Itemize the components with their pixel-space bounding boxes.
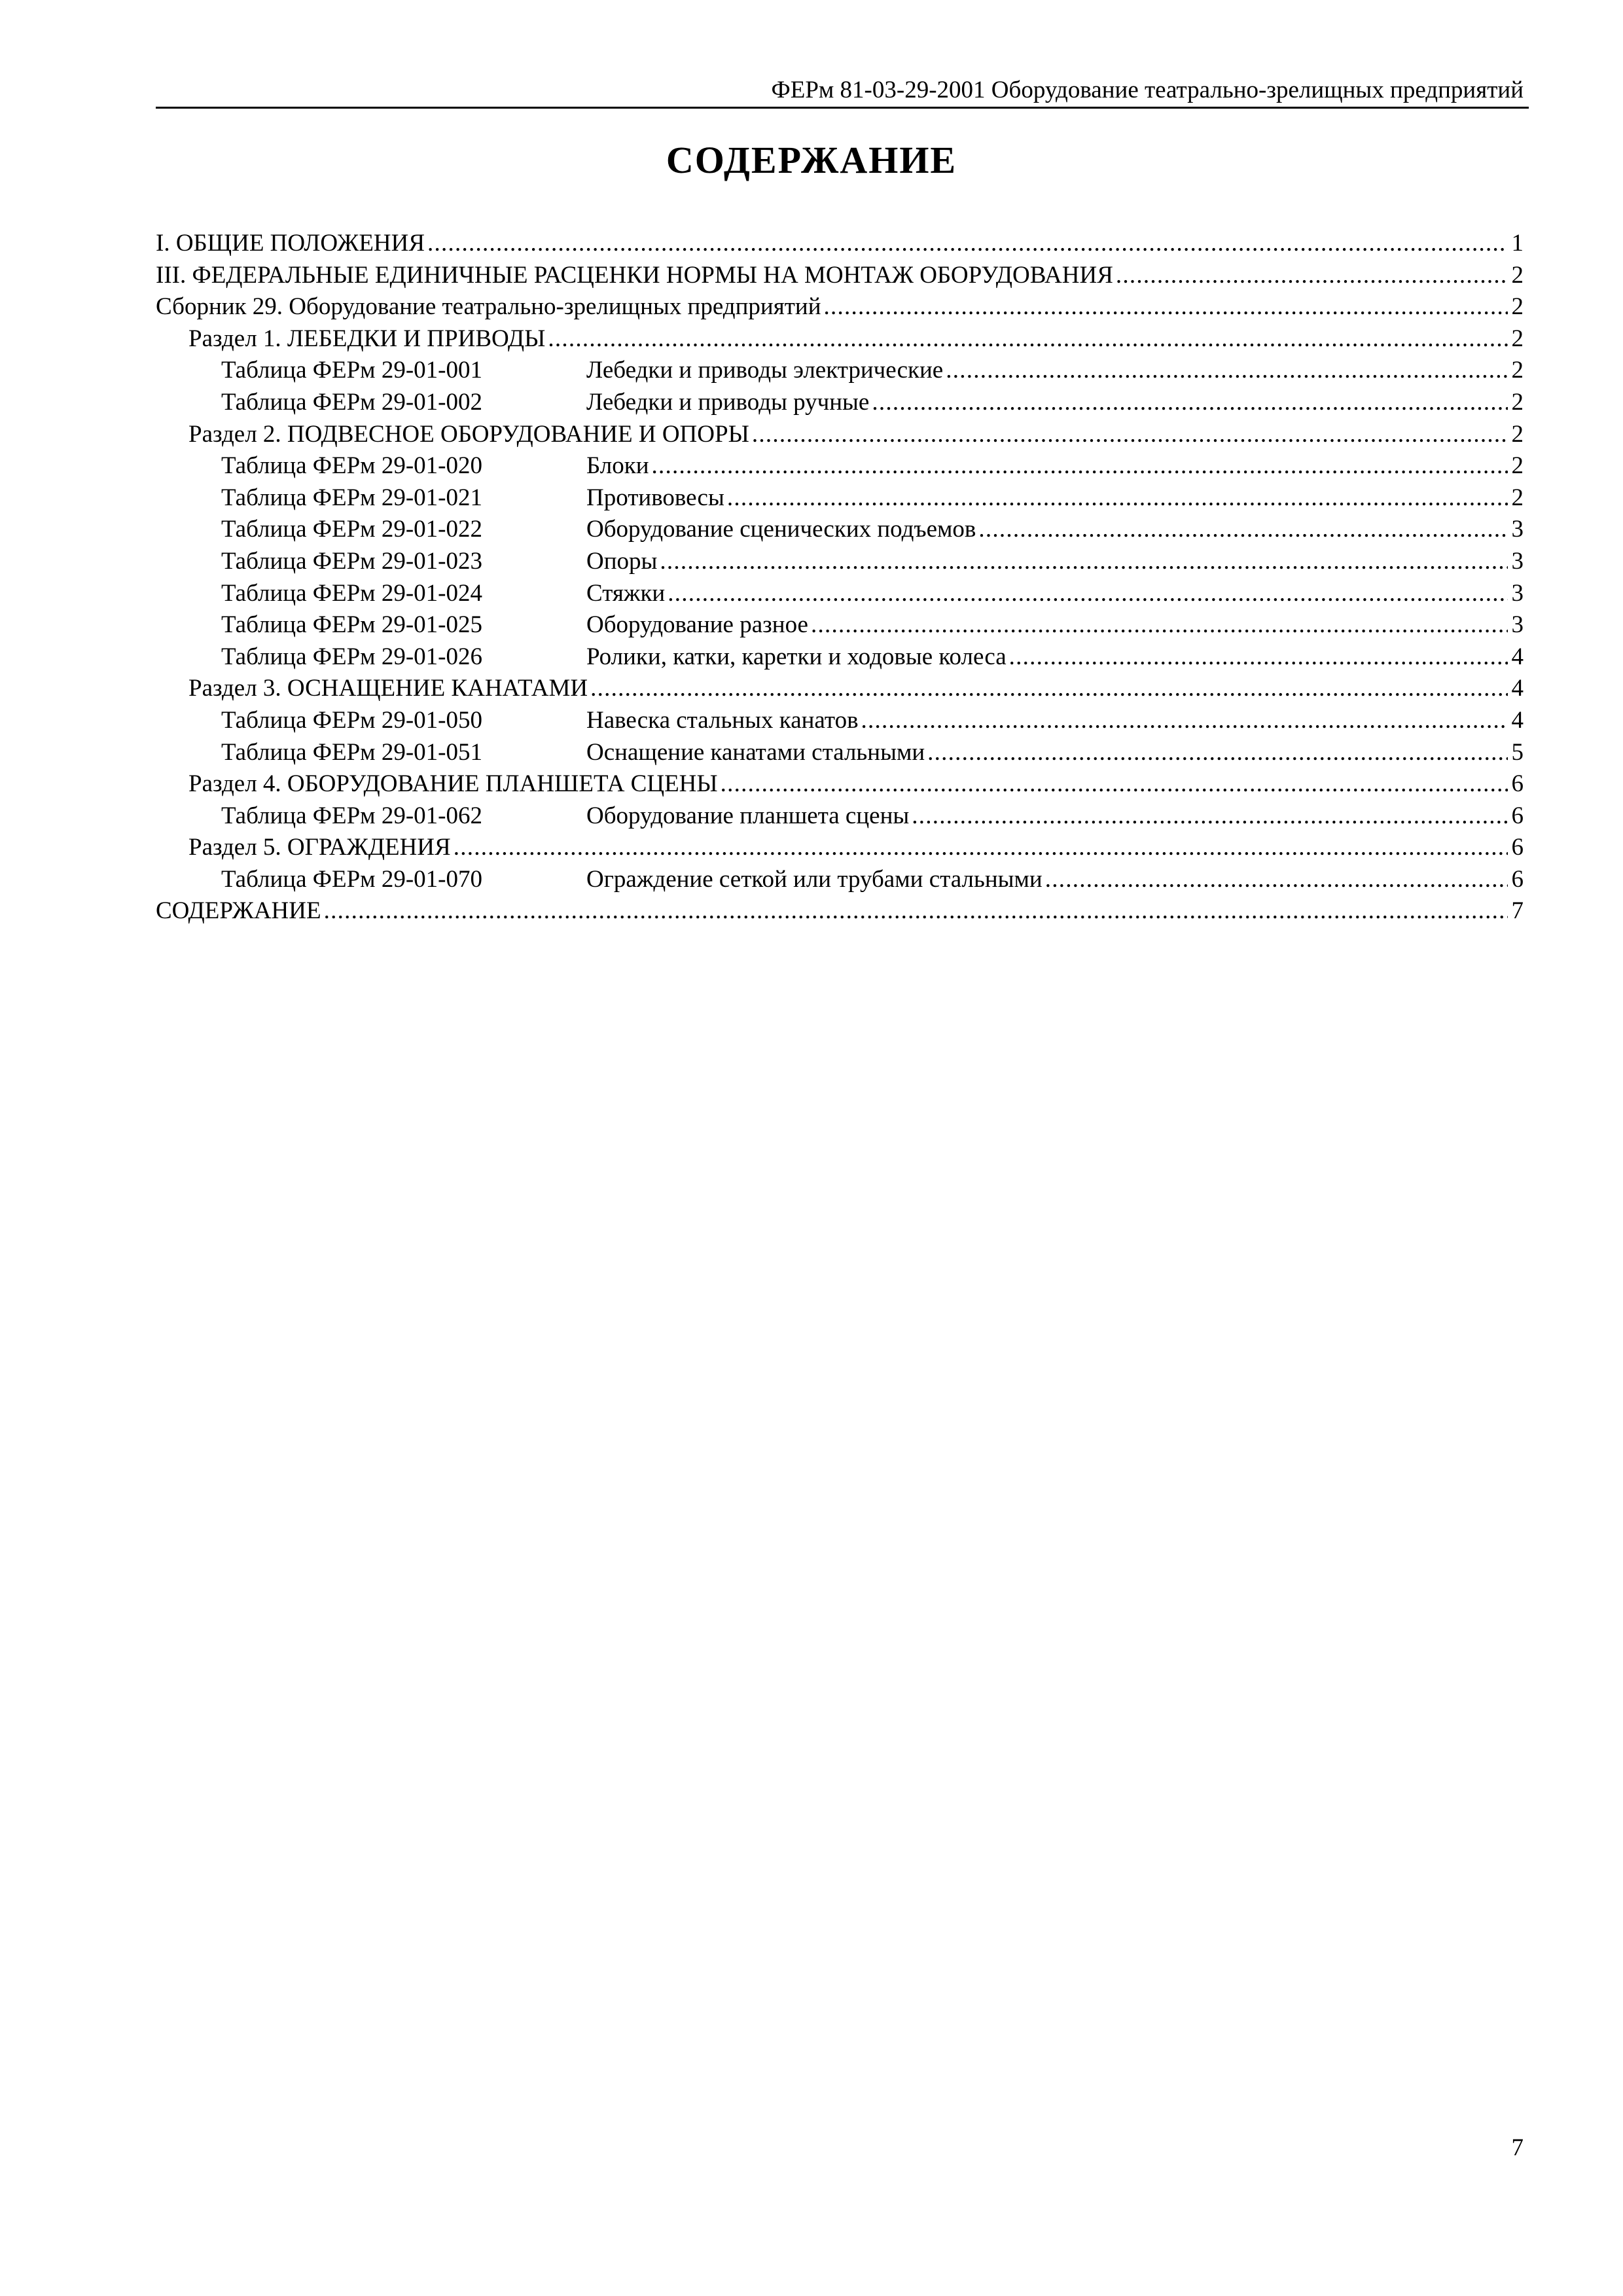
toc-entry-page: 4 bbox=[1511, 643, 1524, 670]
toc-leader-dots bbox=[824, 291, 1508, 323]
toc-entry-title: Оборудование разное bbox=[586, 611, 808, 639]
toc-leader-dots bbox=[427, 228, 1508, 259]
toc-entry[interactable] bbox=[156, 832, 1524, 864]
toc-entry-title: Ролики, катки, каретки и ходовые колеса bbox=[586, 643, 1007, 670]
toc-entry-page: 3 bbox=[1511, 611, 1524, 639]
toc-entry-page: 2 bbox=[1511, 452, 1524, 480]
toc-entry-title: Раздел 4. ОБОРУДОВАНИЕ ПЛАНШЕТА СЦЕНЫ bbox=[188, 770, 718, 798]
toc-entry-title: Оборудование сценических подъемов bbox=[586, 516, 976, 543]
toc-entry-title: Сборник 29. Оборудование театрально-зрелищных предприятий bbox=[156, 293, 821, 321]
toc-entry-page: 2 bbox=[1511, 420, 1524, 448]
page-number: 7 bbox=[1511, 2134, 1524, 2161]
toc-entry-page: 6 bbox=[1511, 834, 1524, 861]
toc-leader-dots bbox=[721, 768, 1508, 800]
toc-entry-title: СОДЕРЖАНИЕ bbox=[156, 897, 321, 925]
toc-leader-dots bbox=[752, 419, 1508, 450]
toc-leader-dots bbox=[811, 609, 1508, 641]
toc-entry-code: Таблица ФЕРм 29-01-025 bbox=[221, 611, 482, 639]
toc-leader-dots bbox=[946, 355, 1508, 386]
toc-leader-dots bbox=[912, 800, 1508, 832]
toc-entry-code: Таблица ФЕРм 29-01-002 bbox=[221, 388, 482, 416]
toc-entry[interactable] bbox=[156, 641, 1524, 673]
toc-entry-page: 2 bbox=[1511, 293, 1524, 321]
toc-entry-page: 1 bbox=[1511, 230, 1524, 257]
toc-entry-page: 2 bbox=[1511, 261, 1524, 289]
toc-entry[interactable] bbox=[156, 864, 1524, 896]
toc-entry-page: 6 bbox=[1511, 865, 1524, 893]
toc-leader-dots bbox=[548, 323, 1508, 355]
toc-leader-dots bbox=[1116, 260, 1508, 291]
toc-entry[interactable] bbox=[156, 895, 1524, 927]
toc-leader-dots bbox=[324, 895, 1508, 927]
toc-leader-dots bbox=[978, 514, 1508, 545]
toc-entry[interactable] bbox=[156, 800, 1524, 833]
toc-entry[interactable] bbox=[156, 450, 1524, 482]
toc-entry-code: Таблица ФЕРм 29-01-062 bbox=[221, 802, 482, 829]
toc-entry-title: Ограждение сеткой или трубами стальными bbox=[586, 865, 1043, 893]
toc-entry-title: Навеска стальных канатов bbox=[586, 706, 859, 734]
toc-leader-dots bbox=[660, 546, 1508, 577]
toc-leader-dots bbox=[727, 482, 1508, 514]
toc-entry-title: Опоры bbox=[586, 547, 658, 575]
toc-entry-title: Оборудование планшета сцены bbox=[586, 802, 910, 829]
toc-entry[interactable] bbox=[156, 546, 1524, 578]
toc-entry[interactable] bbox=[156, 323, 1524, 355]
toc-entry-page: 2 bbox=[1511, 325, 1524, 352]
toc-entry[interactable] bbox=[156, 228, 1524, 260]
toc-entry-title: III. ФЕДЕРАЛЬНЫЕ ЕДИНИЧНЫЕ РАСЦЕНКИ НОРМЫ НА МОНТАЖ ОБОРУДОВАНИЯ bbox=[156, 261, 1113, 289]
toc-entry-title: Раздел 5. ОГРАЖДЕНИЯ bbox=[188, 834, 451, 861]
toc-entry-page: 7 bbox=[1511, 897, 1524, 925]
toc-entry[interactable] bbox=[156, 387, 1524, 419]
toc-entry[interactable] bbox=[156, 673, 1524, 705]
table-of-contents bbox=[156, 228, 1524, 927]
toc-entry-code: Таблица ФЕРм 29-01-024 bbox=[221, 579, 482, 607]
toc-entry-title: Блоки bbox=[586, 452, 649, 480]
toc-leader-dots bbox=[668, 578, 1508, 609]
toc-entry[interactable] bbox=[156, 291, 1524, 323]
toc-entry-page: 2 bbox=[1511, 388, 1524, 416]
toc-entry[interactable] bbox=[156, 737, 1524, 769]
toc-entry-title: Раздел 2. ПОДВЕСНОЕ ОБОРУДОВАНИЕ И ОПОРЫ bbox=[188, 420, 749, 448]
toc-entry-page: 6 bbox=[1511, 770, 1524, 798]
toc-entry-page: 3 bbox=[1511, 579, 1524, 607]
toc-entry[interactable] bbox=[156, 260, 1524, 292]
toc-entry-page: 2 bbox=[1511, 484, 1524, 511]
toc-entry[interactable] bbox=[156, 768, 1524, 800]
toc-entry-code: Таблица ФЕРм 29-01-021 bbox=[221, 484, 482, 511]
toc-leader-dots bbox=[861, 705, 1508, 736]
toc-entry-page: 3 bbox=[1511, 516, 1524, 543]
toc-entry[interactable] bbox=[156, 419, 1524, 451]
toc-entry-code: Таблица ФЕРм 29-01-051 bbox=[221, 738, 482, 766]
toc-entry[interactable] bbox=[156, 482, 1524, 514]
toc-entry[interactable] bbox=[156, 514, 1524, 546]
running-header-text: ФЕРм 81-03-29-2001 Оборудование театрально-зрелищных предприятий bbox=[771, 77, 1524, 103]
toc-entry-page: 2 bbox=[1511, 357, 1524, 384]
toc-entry[interactable] bbox=[156, 609, 1524, 641]
toc-entry-title: Раздел 1. ЛЕБЕДКИ И ПРИВОДЫ bbox=[188, 325, 546, 352]
toc-entry-code: Таблица ФЕРм 29-01-001 bbox=[221, 357, 482, 384]
toc-entry-title: Оснащение канатами стальными bbox=[586, 738, 925, 766]
toc-entry-title: Стяжки bbox=[586, 579, 666, 607]
toc-entry-title: Лебедки и приводы электрические bbox=[586, 357, 944, 384]
toc-entry-code: Таблица ФЕРм 29-01-026 bbox=[221, 643, 482, 670]
toc-leader-dots bbox=[590, 673, 1508, 704]
toc-entry[interactable] bbox=[156, 705, 1524, 737]
toc-leader-dots bbox=[1045, 864, 1508, 895]
toc-leader-dots bbox=[927, 737, 1508, 768]
toc-entry-code: Таблица ФЕРм 29-01-022 bbox=[221, 516, 482, 543]
toc-entry-code: Таблица ФЕРм 29-01-023 bbox=[221, 547, 482, 575]
toc-entry[interactable] bbox=[156, 578, 1524, 610]
toc-leader-dots bbox=[652, 450, 1508, 482]
toc-leader-dots bbox=[872, 387, 1508, 418]
toc-entry-code: Таблица ФЕРм 29-01-070 bbox=[221, 865, 482, 893]
toc-leader-dots bbox=[454, 832, 1508, 863]
toc-entry-title: I. ОБЩИЕ ПОЛОЖЕНИЯ bbox=[156, 230, 425, 257]
toc-entry-page: 4 bbox=[1511, 706, 1524, 734]
toc-entry[interactable] bbox=[156, 355, 1524, 387]
running-header bbox=[156, 73, 1529, 109]
toc-entry-code: Таблица ФЕРм 29-01-020 bbox=[221, 452, 482, 480]
toc-entry-page: 6 bbox=[1511, 802, 1524, 829]
toc-entry-title: Противовесы bbox=[586, 484, 724, 511]
toc-entry-page: 4 bbox=[1511, 675, 1524, 702]
toc-entry-title: Раздел 3. ОСНАЩЕНИЕ КАНАТАМИ bbox=[188, 675, 588, 702]
toc-leader-dots bbox=[1009, 641, 1508, 673]
page-title: СОДЕРЖАНИЕ bbox=[666, 139, 957, 181]
toc-entry-code: Таблица ФЕРм 29-01-050 bbox=[221, 706, 482, 734]
toc-entry-page: 3 bbox=[1511, 547, 1524, 575]
toc-entry-title: Лебедки и приводы ручные bbox=[586, 388, 870, 416]
toc-entry-page: 5 bbox=[1511, 738, 1524, 766]
